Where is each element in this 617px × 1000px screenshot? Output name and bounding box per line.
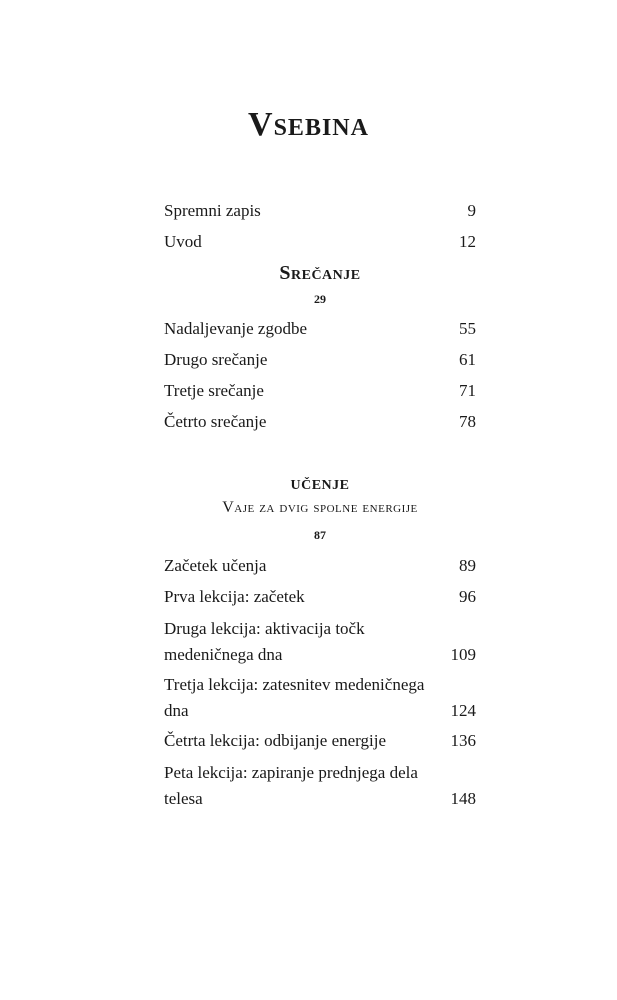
page-title: Vsebina [248, 106, 369, 143]
toc-entry-label: Drugo srečanje [164, 350, 268, 369]
section-page: 87 [314, 528, 326, 542]
toc-entry-page: 89 [459, 556, 476, 575]
toc-entry [164, 378, 476, 404]
section-title: učenje [290, 472, 350, 494]
toc-entry-label: Nadaljevanje zgodbe [164, 319, 308, 338]
toc-entry-label: Peta lekcija: zapiranje prednjega dela telesa [164, 763, 418, 808]
toc-entry [164, 672, 476, 724]
toc-entry [164, 409, 476, 435]
toc-entry-label: Začetek učenja [164, 556, 267, 575]
toc-entry-label: Tretje srečanje [164, 381, 264, 400]
toc-entry [164, 553, 476, 579]
section-title: Srečanje [279, 262, 361, 284]
toc-entry-page: 109 [450, 645, 476, 664]
toc-entry [164, 316, 476, 342]
toc-entry-page: 55 [459, 319, 476, 338]
toc-entry [164, 584, 476, 610]
toc-entry-page: 136 [450, 731, 476, 750]
toc-entry [164, 760, 476, 812]
toc-entry-label: Četrta lekcija: odbijanje energije [164, 731, 387, 750]
toc-entry-page: 12 [459, 232, 476, 251]
toc-entry-label: Četrto srečanje [164, 412, 267, 431]
toc-entry-page: 148 [450, 789, 476, 808]
toc-entry-page: 124 [450, 701, 476, 720]
toc-entry-label: Uvod [164, 232, 202, 251]
toc-entry-page: 78 [459, 412, 476, 431]
toc-entry [164, 347, 476, 373]
toc-entry [164, 229, 476, 255]
toc-entry [164, 198, 476, 224]
toc-entry-label: Tretja lekcija: zatesnitev medeničnega dna [164, 675, 425, 720]
toc-entry-page: 96 [459, 587, 476, 606]
toc-entry-label: Spremni zapis [164, 201, 261, 220]
section-subtitle: Vaje za dvig spolne energije [222, 499, 418, 516]
toc-entry [164, 728, 476, 754]
toc-entry [164, 616, 476, 668]
toc-entry-label: Druga lekcija: aktivacija točk medeničnega dna [164, 619, 365, 664]
section-page: 29 [314, 292, 326, 306]
toc-entry-page: 9 [467, 201, 476, 220]
toc-entry-page: 61 [459, 350, 476, 369]
toc-entry-label: Prva lekcija: začetek [164, 587, 305, 606]
toc-entry-page: 71 [459, 381, 476, 400]
